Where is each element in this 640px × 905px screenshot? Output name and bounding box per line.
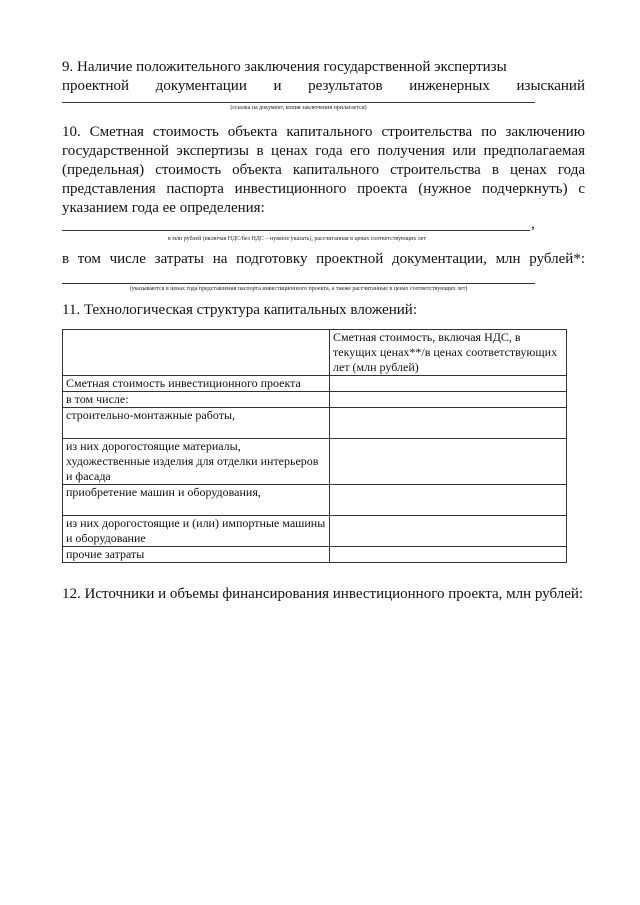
row-label-expensive-materials: из них дорогостоящие материалы, художественные изделия для отделки интерьеров и фасада [63, 439, 330, 485]
row-value-cell [330, 516, 567, 547]
table-row [63, 376, 567, 392]
row-label-imported-machinery: из них дорогостоящие и (или) импортные машины и оборудование [63, 516, 330, 547]
section-10-note-2: (указываются в ценах года представления паспорта инвестиционного проекта, а также рассчитанные в ценах соответствующих лет) [129, 286, 468, 292]
table-header-cost: Сметная стоимость, включая НДС, в текущих ценах**/в ценах соответствующих лет (млн рублей) [330, 330, 567, 376]
table-row [63, 547, 567, 563]
row-value-cell [330, 408, 567, 439]
row-label-construction-works: строительно-монтажные работы, [63, 408, 330, 439]
section-10-note-1: в млн рублей (включая НДС/без НДС – нужное указать), рассчитанная в ценах соответствующих лет [167, 236, 427, 242]
row-label-machinery-purchase: приобретение машин и оборудования, [63, 485, 330, 516]
document-page [62, 58, 585, 604]
row-value-cell [330, 439, 567, 485]
section-9-line-2: проектной документации и результатов инженерных изысканий [62, 78, 585, 94]
table-row [63, 516, 567, 547]
section-11-title: 11. Технологическая структура капитальных вложений: [62, 302, 417, 318]
section-10-comma: , [531, 216, 535, 232]
table-row [63, 392, 567, 408]
section-10-rule-2 [62, 283, 535, 284]
section-10-blank-row [62, 218, 585, 234]
row-value-cell [330, 376, 567, 392]
row-value-cell [330, 485, 567, 516]
row-value-cell [330, 547, 567, 563]
section-10-text: 10. Сметная стоимость объекта капитального строительства по заключению государственной экспертизы в ценах года его получения или предполагаемая (предельная) стоимость объекта капитального строительства в ценах года представления паспорта инвестиционного проекта (нужное подчеркнуть) с указанием года ее определения: [62, 124, 585, 216]
row-value-cell [330, 392, 567, 408]
table-header-row [63, 330, 567, 376]
section-10-costs-line: в том числе затраты на подготовку проектной документации, млн рублей*: [62, 251, 585, 267]
table-row [63, 408, 567, 439]
table-row [63, 439, 567, 485]
section-10-rule-1 [62, 230, 530, 231]
row-label-estimated-cost: Сметная стоимость инвестиционного проекта [63, 376, 330, 392]
section-9-rule [62, 102, 535, 103]
table-header-empty-cell [63, 330, 330, 376]
table-row [63, 485, 567, 516]
row-label-including: в том числе: [63, 392, 330, 408]
section-12-title: 12. Источники и объемы финансирования инвестиционного проекта, млн рублей: [62, 586, 584, 602]
section-9-note: (ссылка на документ, копия заключения прилагается) [230, 105, 367, 111]
capital-structure-table [62, 329, 567, 563]
row-label-other-costs: прочие затраты [63, 547, 330, 563]
section-9-line-1: 9. Наличие положительного заключения государственной экспертизы [62, 59, 507, 75]
